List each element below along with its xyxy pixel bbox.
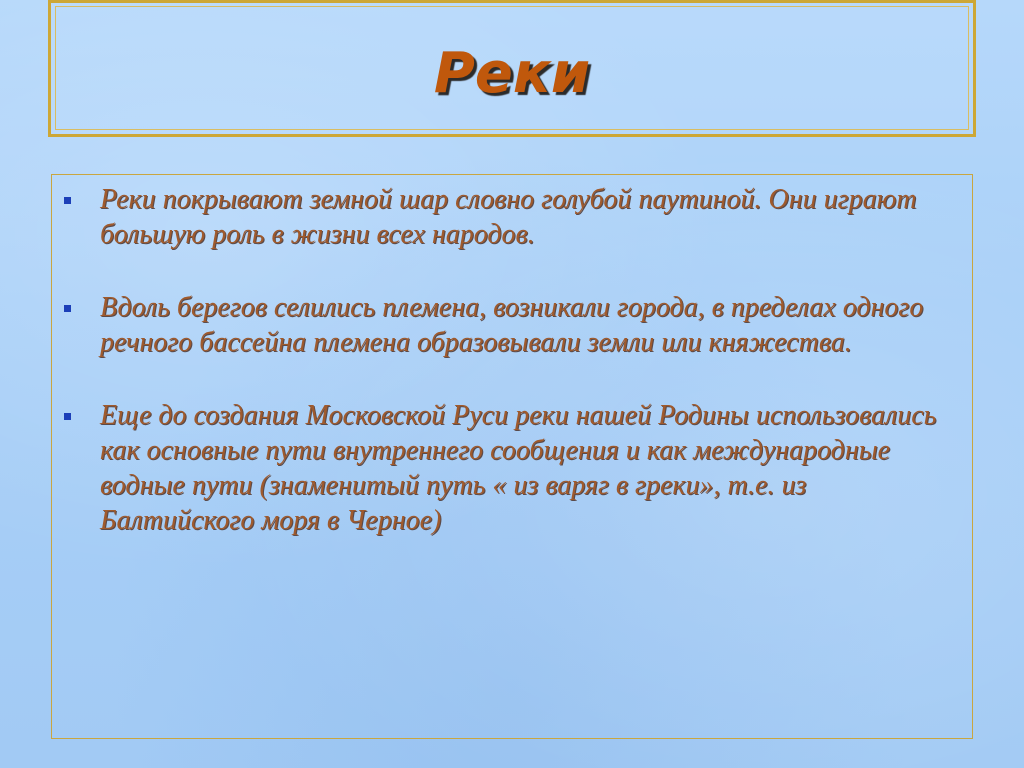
square-bullet-icon [64,413,71,420]
bullet-text-3: Еще до создания Московской Руси реки нашей Родины использовались как основные пути внутреннего сообщения и как международные водные пути (знаменитый путь « из варяг в греки», т.е. из Балтийского моря в Черное) [100,400,937,536]
bullet-item-1 [62,182,967,252]
bullet-item-3 [62,398,967,538]
bullet-text-1: Реки покрывают земной шар словно голубой паутиной. Они играют большую роль в жизни всех народов. [100,184,917,250]
square-bullet-icon [64,197,71,204]
bullet-text-2: Вдоль берегов селились племена, возникали города, в пределах одного речного бассейна племена образовывали земли или княжества. [100,292,924,358]
bullet-list [62,182,967,576]
bullet-item-2 [62,290,967,360]
slide-title: Реки [433,41,591,106]
square-bullet-icon [64,305,71,312]
title-frame [48,0,976,137]
